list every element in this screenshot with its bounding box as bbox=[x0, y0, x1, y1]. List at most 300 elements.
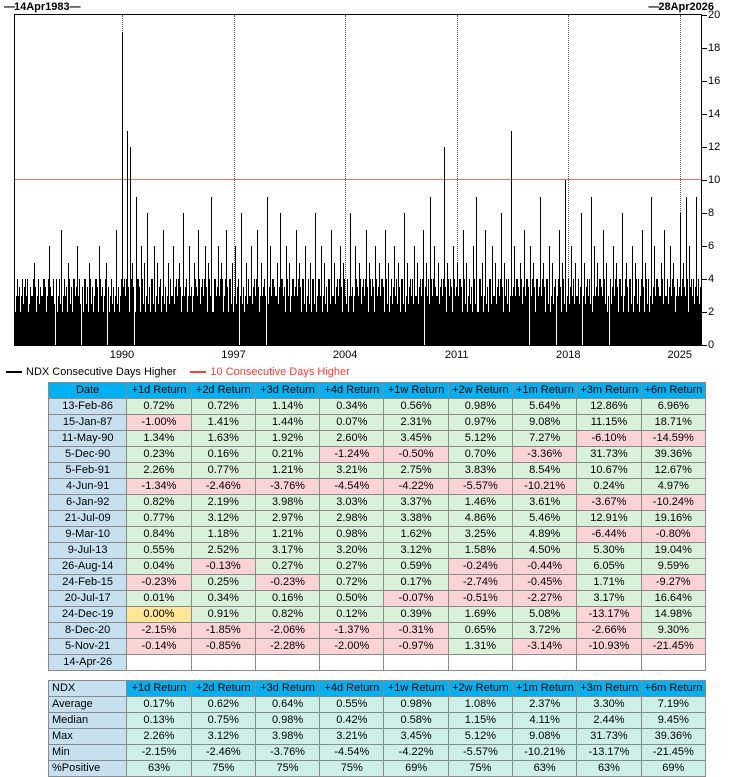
summary-row-cell: 31.73% bbox=[577, 729, 641, 745]
y-axis-tick-label: 4 bbox=[708, 273, 715, 285]
detail-row-cell: -3.14% bbox=[513, 639, 577, 655]
table-row bbox=[49, 591, 706, 607]
detail-row-cell: 1.69% bbox=[448, 607, 512, 623]
detail-row-cell: 39.36% bbox=[641, 447, 705, 463]
summary-row-label: %Positive bbox=[49, 761, 127, 777]
detail-row-date: 20-Jul-17 bbox=[49, 591, 127, 607]
detail-row-cell: 3.21% bbox=[320, 463, 384, 479]
detail-row-cell: 1.63% bbox=[191, 431, 255, 447]
detail-row-cell: 0.98% bbox=[448, 399, 512, 415]
detail-row-cell: 12.67% bbox=[641, 463, 705, 479]
detail-row-cell: -1.00% bbox=[127, 415, 191, 431]
summary-row-cell: 0.58% bbox=[384, 713, 448, 729]
detail-row-cell: -0.85% bbox=[191, 639, 255, 655]
detail-row-date: 24-Dec-19 bbox=[49, 607, 127, 623]
detail-row-cell: 0.50% bbox=[320, 591, 384, 607]
detail-row-cell: 3.17% bbox=[255, 543, 319, 559]
summary-row-cell: 3.21% bbox=[320, 729, 384, 745]
table-row bbox=[49, 463, 706, 479]
detail-row-cell: -0.23% bbox=[127, 575, 191, 591]
detail-row-cell: 3.38% bbox=[384, 511, 448, 527]
detail-table-header-8: +3m Return bbox=[577, 383, 641, 399]
y-axis-tick-mark bbox=[702, 345, 707, 346]
detail-row-cell bbox=[577, 655, 641, 671]
table-row bbox=[49, 559, 706, 575]
tables-block bbox=[48, 382, 706, 777]
table-row bbox=[49, 623, 706, 639]
detail-row-date: 6-Jan-92 bbox=[49, 495, 127, 511]
y-axis-tick-label: 18 bbox=[708, 42, 721, 54]
summary-row-cell: -21.45% bbox=[641, 745, 705, 761]
detail-row-date: 9-Mar-10 bbox=[49, 527, 127, 543]
detail-table-body bbox=[49, 399, 706, 671]
detail-row-cell: 0.00% bbox=[127, 607, 191, 623]
detail-row-cell: -2.15% bbox=[127, 623, 191, 639]
detail-table-header-1: +1d Return bbox=[127, 383, 191, 399]
chart-x-axis bbox=[0, 347, 742, 365]
detail-row-cell: 6.96% bbox=[641, 399, 705, 415]
y-axis-tick-mark bbox=[702, 15, 707, 16]
summary-row-cell: 0.64% bbox=[255, 697, 319, 713]
detail-row-cell: 0.82% bbox=[127, 495, 191, 511]
summary-row-cell: -3.76% bbox=[255, 745, 319, 761]
detail-row-cell: -0.14% bbox=[127, 639, 191, 655]
detail-row-cell: -4.22% bbox=[384, 479, 448, 495]
table-row bbox=[49, 543, 706, 559]
summary-row-cell: 0.75% bbox=[191, 713, 255, 729]
detail-row-cell: 0.72% bbox=[191, 399, 255, 415]
detail-table-header-9: +6m Return bbox=[641, 383, 705, 399]
detail-row-cell: -1.37% bbox=[320, 623, 384, 639]
summary-row-cell: 2.37% bbox=[513, 697, 577, 713]
detail-row-cell: 1.21% bbox=[255, 463, 319, 479]
chart-start-date-label: —14Apr1983— bbox=[4, 1, 80, 13]
detail-row-cell: 5.46% bbox=[513, 511, 577, 527]
detail-row-cell bbox=[191, 655, 255, 671]
detail-row-cell: 0.34% bbox=[191, 591, 255, 607]
detail-row-cell: 0.16% bbox=[191, 447, 255, 463]
summary-row-cell: -4.54% bbox=[320, 745, 384, 761]
detail-row-cell: 2.75% bbox=[384, 463, 448, 479]
detail-row-cell bbox=[127, 655, 191, 671]
detail-row-cell: 0.82% bbox=[255, 607, 319, 623]
detail-row-cell: 0.24% bbox=[577, 479, 641, 495]
y-axis-tick-label: 12 bbox=[708, 141, 721, 153]
detail-row-cell: 1.46% bbox=[448, 495, 512, 511]
summary-row-cell: 3.45% bbox=[384, 729, 448, 745]
summary-row-label: Min bbox=[49, 745, 127, 761]
summary-table-header-6: +2w Return bbox=[448, 681, 512, 697]
detail-row-cell: -2.74% bbox=[448, 575, 512, 591]
detail-row-cell: 0.27% bbox=[320, 559, 384, 575]
detail-row-cell: 12.86% bbox=[577, 399, 641, 415]
detail-row-cell: 9.08% bbox=[513, 415, 577, 431]
summary-table-header-row bbox=[49, 681, 706, 697]
summary-row-cell: -5.57% bbox=[448, 745, 512, 761]
detail-row-cell bbox=[255, 655, 319, 671]
detail-row-cell: 10.67% bbox=[577, 463, 641, 479]
detail-row-date: 13-Feb-86 bbox=[49, 399, 127, 415]
detail-row-cell: 2.98% bbox=[320, 511, 384, 527]
detail-row-cell: 19.16% bbox=[641, 511, 705, 527]
detail-row-cell: 0.70% bbox=[448, 447, 512, 463]
summary-row-cell: 0.17% bbox=[127, 697, 191, 713]
table-row bbox=[49, 575, 706, 591]
table-row bbox=[49, 447, 706, 463]
detail-row-date: 14-Apr-26 bbox=[49, 655, 127, 671]
detail-row-cell: -0.45% bbox=[513, 575, 577, 591]
table-row bbox=[49, 479, 706, 495]
y-axis-tick-mark bbox=[702, 48, 707, 49]
detail-row-cell: 0.07% bbox=[320, 415, 384, 431]
detail-row-cell: 2.19% bbox=[191, 495, 255, 511]
y-axis-tick-label: 6 bbox=[708, 240, 715, 252]
table-row bbox=[49, 761, 706, 777]
legend-label-ndx: NDX Consecutive Days Higher bbox=[26, 366, 177, 378]
detail-row-cell: -0.50% bbox=[384, 447, 448, 463]
detail-row-cell: 1.62% bbox=[384, 527, 448, 543]
summary-row-cell: 5.12% bbox=[448, 729, 512, 745]
detail-row-cell: 0.65% bbox=[448, 623, 512, 639]
detail-row-cell: 3.61% bbox=[513, 495, 577, 511]
detail-row-cell: 18.71% bbox=[641, 415, 705, 431]
detail-row-cell: 1.31% bbox=[448, 639, 512, 655]
detail-row-cell: 0.84% bbox=[127, 527, 191, 543]
detail-row-cell: 0.56% bbox=[384, 399, 448, 415]
y-axis-tick-label: 8 bbox=[708, 207, 715, 219]
detail-row-cell: 0.59% bbox=[384, 559, 448, 575]
detail-table-header-3: +3d Return bbox=[255, 383, 319, 399]
y-axis-tick-mark bbox=[702, 147, 707, 148]
detail-row-cell bbox=[641, 655, 705, 671]
detail-row-cell bbox=[448, 655, 512, 671]
summary-row-cell: -10.21% bbox=[513, 745, 577, 761]
legend-item-ndx bbox=[6, 366, 176, 378]
detail-row-cell: 5.08% bbox=[513, 607, 577, 623]
detail-row-cell: 3.12% bbox=[191, 511, 255, 527]
detail-row-cell: 3.20% bbox=[320, 543, 384, 559]
detail-row-cell: 0.34% bbox=[320, 399, 384, 415]
detail-row-date: 5-Nov-21 bbox=[49, 639, 127, 655]
summary-row-cell: -13.17% bbox=[577, 745, 641, 761]
table-row bbox=[49, 639, 706, 655]
detail-row-cell: 3.98% bbox=[255, 495, 319, 511]
detail-row-cell: -3.76% bbox=[255, 479, 319, 495]
detail-row-date: 5-Dec-90 bbox=[49, 447, 127, 463]
summary-row-cell: 3.98% bbox=[255, 729, 319, 745]
detail-row-cell: 3.25% bbox=[448, 527, 512, 543]
detail-row-cell: 1.18% bbox=[191, 527, 255, 543]
chart-bar bbox=[700, 287, 701, 345]
x-axis-tick-label: 2025 bbox=[667, 349, 693, 361]
detail-row-cell: 5.12% bbox=[448, 431, 512, 447]
detail-row-cell: 6.05% bbox=[577, 559, 641, 575]
detail-row-cell: 1.14% bbox=[255, 399, 319, 415]
detail-row-cell: 14.98% bbox=[641, 607, 705, 623]
summary-row-cell: 2.44% bbox=[577, 713, 641, 729]
detail-row-cell: 2.52% bbox=[191, 543, 255, 559]
summary-row-cell: 75% bbox=[320, 761, 384, 777]
detail-row-cell: 0.17% bbox=[384, 575, 448, 591]
x-axis-tick-label: 2018 bbox=[555, 349, 581, 361]
summary-row-cell: 3.12% bbox=[191, 729, 255, 745]
summary-row-cell: 0.55% bbox=[320, 697, 384, 713]
detail-row-cell: 0.91% bbox=[191, 607, 255, 623]
y-axis-tick-label: 16 bbox=[708, 75, 721, 87]
detail-row-cell: -1.34% bbox=[127, 479, 191, 495]
summary-row-cell: 9.08% bbox=[513, 729, 577, 745]
y-axis-tick-mark bbox=[702, 246, 707, 247]
y-axis-tick-mark bbox=[702, 312, 707, 313]
summary-table-header-name: NDX bbox=[49, 681, 127, 697]
detail-row-cell: 1.58% bbox=[448, 543, 512, 559]
summary-row-label: Max bbox=[49, 729, 127, 745]
detail-row-date: 11-May-90 bbox=[49, 431, 127, 447]
legend-swatch-black bbox=[6, 371, 22, 373]
summary-row-cell: -2.15% bbox=[127, 745, 191, 761]
summary-table-header-4: +4d Return bbox=[320, 681, 384, 697]
summary-row-cell: 7.19% bbox=[641, 697, 705, 713]
summary-table-header-9: +6m Return bbox=[641, 681, 705, 697]
detail-row-cell: 3.72% bbox=[513, 623, 577, 639]
y-axis-tick-label: 20 bbox=[708, 9, 721, 21]
summary-row-cell: 63% bbox=[127, 761, 191, 777]
detail-row-cell: -2.66% bbox=[577, 623, 641, 639]
summary-row-cell: 9.45% bbox=[641, 713, 705, 729]
detail-row-cell: 1.41% bbox=[191, 415, 255, 431]
summary-row-label: Average bbox=[49, 697, 127, 713]
detail-row-cell: -0.31% bbox=[384, 623, 448, 639]
y-axis-tick-mark bbox=[702, 279, 707, 280]
detail-row-date: 9-Jul-13 bbox=[49, 543, 127, 559]
chart-bars bbox=[15, 15, 701, 345]
detail-table-header-7: +1m Return bbox=[513, 383, 577, 399]
summary-table-header-3: +3d Return bbox=[255, 681, 319, 697]
summary-row-cell: 0.98% bbox=[384, 697, 448, 713]
y-axis-tick-mark bbox=[702, 180, 707, 181]
detail-row-cell: -10.21% bbox=[513, 479, 577, 495]
detail-table-header-4: +4d Return bbox=[320, 383, 384, 399]
detail-row-cell: -0.13% bbox=[191, 559, 255, 575]
y-axis-tick-label: 10 bbox=[708, 174, 721, 186]
detail-row-cell: -1.24% bbox=[320, 447, 384, 463]
summary-table-body bbox=[49, 697, 706, 777]
detail-row-cell: -0.97% bbox=[384, 639, 448, 655]
table-row bbox=[49, 745, 706, 761]
detail-row-cell: 0.72% bbox=[127, 399, 191, 415]
summary-table-header-8: +3m Return bbox=[577, 681, 641, 697]
table-row bbox=[49, 607, 706, 623]
detail-row-cell: -10.24% bbox=[641, 495, 705, 511]
detail-row-cell: -2.00% bbox=[320, 639, 384, 655]
detail-row-date: 5-Feb-91 bbox=[49, 463, 127, 479]
detail-row-cell: 0.25% bbox=[191, 575, 255, 591]
summary-row-cell: 4.11% bbox=[513, 713, 577, 729]
detail-row-cell: -2.27% bbox=[513, 591, 577, 607]
detail-row-cell: 0.23% bbox=[127, 447, 191, 463]
detail-row-cell: 7.27% bbox=[513, 431, 577, 447]
summary-table-header-2: +2d Return bbox=[191, 681, 255, 697]
x-axis-tick-label: 2004 bbox=[332, 349, 358, 361]
detail-row-cell: 2.60% bbox=[320, 431, 384, 447]
detail-table-header-2: +2d Return bbox=[191, 383, 255, 399]
detail-row-cell: -21.45% bbox=[641, 639, 705, 655]
y-axis-tick-mark bbox=[702, 213, 707, 214]
detail-row-cell: -0.51% bbox=[448, 591, 512, 607]
x-axis-tick-label: 1990 bbox=[109, 349, 135, 361]
detail-row-cell: -6.10% bbox=[577, 431, 641, 447]
detail-row-cell: 2.26% bbox=[127, 463, 191, 479]
summary-row-cell: 2.26% bbox=[127, 729, 191, 745]
detail-row-cell: -0.80% bbox=[641, 527, 705, 543]
summary-row-cell: 0.42% bbox=[320, 713, 384, 729]
detail-row-date: 4-Jun-91 bbox=[49, 479, 127, 495]
summary-table-header-7: +1m Return bbox=[513, 681, 577, 697]
detail-row-cell: 0.12% bbox=[320, 607, 384, 623]
table-row bbox=[49, 495, 706, 511]
detail-row-cell: 2.31% bbox=[384, 415, 448, 431]
detail-row-cell: 3.03% bbox=[320, 495, 384, 511]
y-axis-tick-label: 2 bbox=[708, 306, 715, 318]
summary-row-label: Median bbox=[49, 713, 127, 729]
summary-row-cell: 63% bbox=[577, 761, 641, 777]
detail-row-date: 8-Dec-20 bbox=[49, 623, 127, 639]
detail-row-cell: 0.77% bbox=[191, 463, 255, 479]
summary-row-cell: 1.15% bbox=[448, 713, 512, 729]
x-axis-tick-label: 1997 bbox=[221, 349, 246, 361]
detail-row-cell: 4.97% bbox=[641, 479, 705, 495]
detail-row-cell: 5.30% bbox=[577, 543, 641, 559]
summary-table-header-1: +1d Return bbox=[127, 681, 191, 697]
y-axis-tick-mark bbox=[702, 81, 707, 82]
detail-row-cell: 5.64% bbox=[513, 399, 577, 415]
detail-row-cell: 19.04% bbox=[641, 543, 705, 559]
detail-row-cell: 4.50% bbox=[513, 543, 577, 559]
detail-row-cell: 0.21% bbox=[255, 447, 319, 463]
detail-row-cell: -3.36% bbox=[513, 447, 577, 463]
detail-row-cell: 3.37% bbox=[384, 495, 448, 511]
detail-row-cell: 1.92% bbox=[255, 431, 319, 447]
detail-row-cell: -9.27% bbox=[641, 575, 705, 591]
detail-table-header-date: Date bbox=[49, 383, 127, 399]
summary-row-cell: 75% bbox=[255, 761, 319, 777]
table-row bbox=[49, 415, 706, 431]
detail-row-date: 21-Jul-09 bbox=[49, 511, 127, 527]
detail-row-cell: 4.86% bbox=[448, 511, 512, 527]
detail-row-cell: 12.91% bbox=[577, 511, 641, 527]
table-row bbox=[49, 655, 706, 671]
legend-item-threshold bbox=[190, 366, 349, 378]
detail-row-cell: 9.59% bbox=[641, 559, 705, 575]
detail-row-cell: -10.93% bbox=[577, 639, 641, 655]
detail-row-cell: -5.57% bbox=[448, 479, 512, 495]
detail-row-cell: 0.77% bbox=[127, 511, 191, 527]
detail-row-cell: 0.39% bbox=[384, 607, 448, 623]
detail-row-cell: -0.07% bbox=[384, 591, 448, 607]
y-axis-tick-label: 14 bbox=[708, 108, 721, 120]
chart-legend bbox=[6, 364, 350, 380]
detail-row-cell: 1.34% bbox=[127, 431, 191, 447]
detail-row-cell: 9.30% bbox=[641, 623, 705, 639]
summary-row-cell: 75% bbox=[191, 761, 255, 777]
detail-row-cell: 11.15% bbox=[577, 415, 641, 431]
y-axis-tick-mark bbox=[702, 114, 707, 115]
detail-row-cell: 1.21% bbox=[255, 527, 319, 543]
detail-row-cell: -13.17% bbox=[577, 607, 641, 623]
detail-row-cell: 16.64% bbox=[641, 591, 705, 607]
detail-row-cell: 3.12% bbox=[384, 543, 448, 559]
detail-table-header-5: +1w Return bbox=[384, 383, 448, 399]
detail-returns-table bbox=[48, 382, 706, 671]
detail-table-header-6: +2w Return bbox=[448, 383, 512, 399]
detail-row-cell: 0.72% bbox=[320, 575, 384, 591]
detail-row-cell: -2.28% bbox=[255, 639, 319, 655]
table-row bbox=[49, 697, 706, 713]
detail-row-date: 26-Aug-14 bbox=[49, 559, 127, 575]
detail-row-cell bbox=[513, 655, 577, 671]
detail-row-cell: -14.59% bbox=[641, 431, 705, 447]
detail-row-cell: 3.17% bbox=[577, 591, 641, 607]
table-row bbox=[49, 399, 706, 415]
table-row bbox=[49, 511, 706, 527]
detail-row-cell: -6.44% bbox=[577, 527, 641, 543]
chart-block bbox=[0, 0, 742, 378]
detail-row-cell bbox=[384, 655, 448, 671]
detail-table-header-row bbox=[49, 383, 706, 399]
summary-row-cell: 0.98% bbox=[255, 713, 319, 729]
detail-row-cell: 1.44% bbox=[255, 415, 319, 431]
summary-row-cell: 75% bbox=[448, 761, 512, 777]
summary-row-cell: 69% bbox=[641, 761, 705, 777]
chart-end-date-label: —28Apr2026 bbox=[648, 1, 714, 13]
detail-row-cell: 0.04% bbox=[127, 559, 191, 575]
detail-row-cell: 0.97% bbox=[448, 415, 512, 431]
detail-row-date: 15-Jan-87 bbox=[49, 415, 127, 431]
detail-row-cell: 3.45% bbox=[384, 431, 448, 447]
chart-y-axis bbox=[702, 0, 742, 360]
detail-row-cell: 1.71% bbox=[577, 575, 641, 591]
detail-row-cell: -2.06% bbox=[255, 623, 319, 639]
summary-statistics-table bbox=[48, 680, 706, 777]
summary-row-cell: 69% bbox=[384, 761, 448, 777]
detail-row-cell: -0.24% bbox=[448, 559, 512, 575]
detail-row-cell: 0.16% bbox=[255, 591, 319, 607]
summary-row-cell: 39.36% bbox=[641, 729, 705, 745]
detail-row-cell: 31.73% bbox=[577, 447, 641, 463]
table-row bbox=[49, 527, 706, 543]
detail-row-cell: 0.98% bbox=[320, 527, 384, 543]
table-row bbox=[49, 713, 706, 729]
legend-swatch-red bbox=[190, 371, 206, 373]
summary-row-cell: 1.08% bbox=[448, 697, 512, 713]
detail-row-date: 24-Feb-15 bbox=[49, 575, 127, 591]
table-row bbox=[49, 431, 706, 447]
x-axis-tick-label: 2011 bbox=[444, 349, 469, 361]
table-row bbox=[49, 729, 706, 745]
summary-row-cell: -4.22% bbox=[384, 745, 448, 761]
detail-row-cell: 0.01% bbox=[127, 591, 191, 607]
detail-row-cell: 8.54% bbox=[513, 463, 577, 479]
detail-row-cell bbox=[320, 655, 384, 671]
summary-row-cell: -2.46% bbox=[191, 745, 255, 761]
summary-row-cell: 0.62% bbox=[191, 697, 255, 713]
detail-row-cell: 4.89% bbox=[513, 527, 577, 543]
detail-row-cell: 0.55% bbox=[127, 543, 191, 559]
summary-row-cell: 3.30% bbox=[577, 697, 641, 713]
detail-row-cell: 2.97% bbox=[255, 511, 319, 527]
summary-table-header-5: +1w Return bbox=[384, 681, 448, 697]
detail-row-cell: 0.27% bbox=[255, 559, 319, 575]
